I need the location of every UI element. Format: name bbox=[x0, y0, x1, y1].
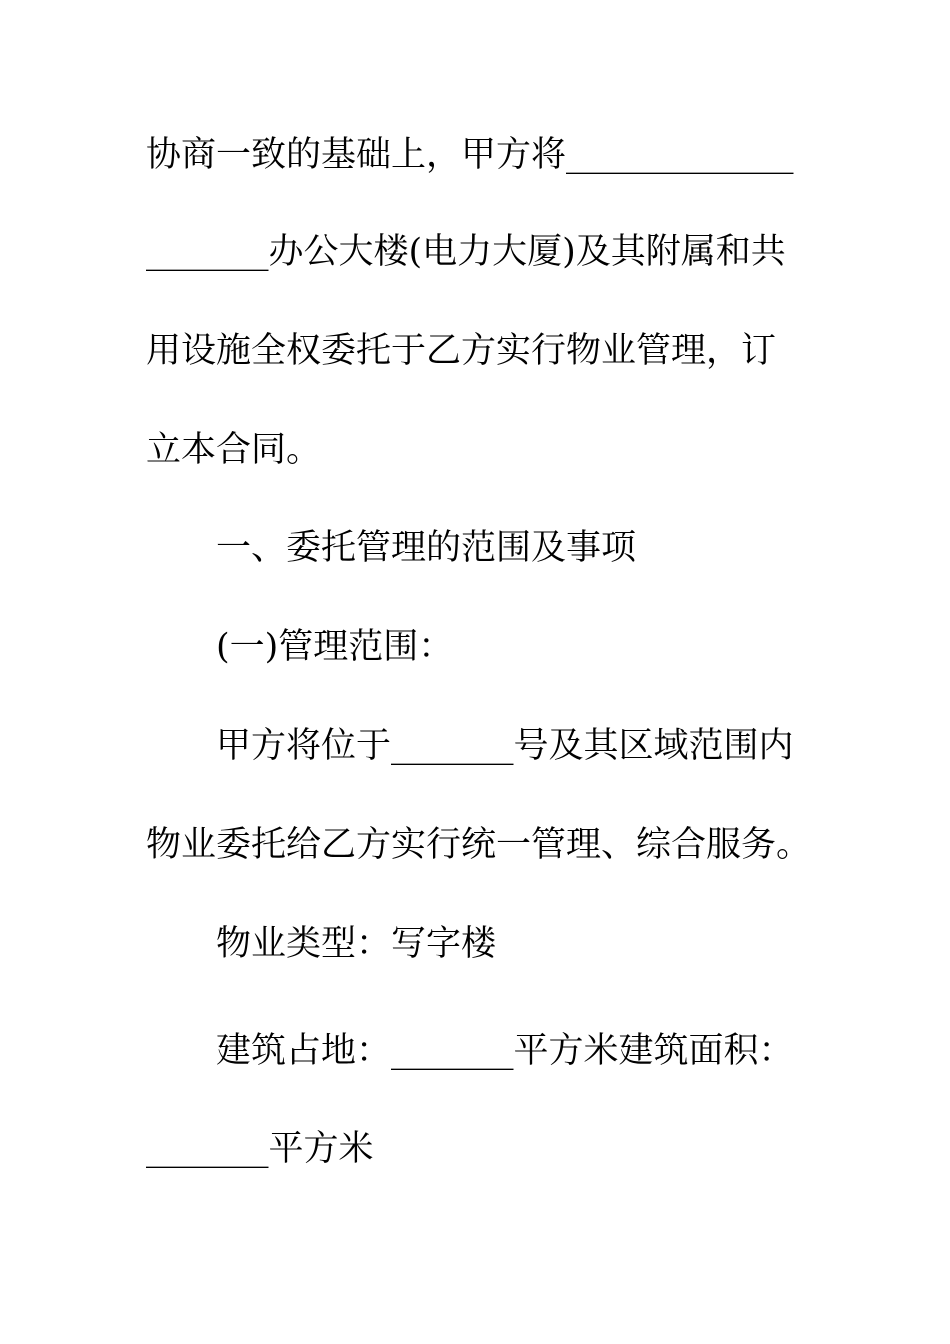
building-area-line: 建筑占地：_______平方米建筑面积： bbox=[216, 1031, 794, 1071]
building-area-line-cont: _______平方米 bbox=[146, 1129, 374, 1169]
paragraph-line: 协商一致的基础上，甲方将_____________ bbox=[146, 135, 794, 175]
paragraph-line: 用设施全权委托于乙方实行物业管理，订 bbox=[146, 331, 777, 371]
subsection-heading: (一)管理范围： bbox=[216, 627, 454, 667]
paragraph-line: 立本合同。 bbox=[146, 430, 322, 470]
paragraph-line: 物业委托给乙方实行统一管理、综合服务。 bbox=[146, 825, 812, 865]
paragraph-line: 甲方将位于_______号及其区域范围内 bbox=[216, 726, 794, 766]
property-type-line: 物业类型：写字楼 bbox=[216, 924, 497, 964]
section-heading: 一、委托管理的范围及事项 bbox=[216, 528, 637, 568]
paragraph-line: _______办公大楼(电力大厦)及其附属和共 bbox=[146, 232, 786, 272]
